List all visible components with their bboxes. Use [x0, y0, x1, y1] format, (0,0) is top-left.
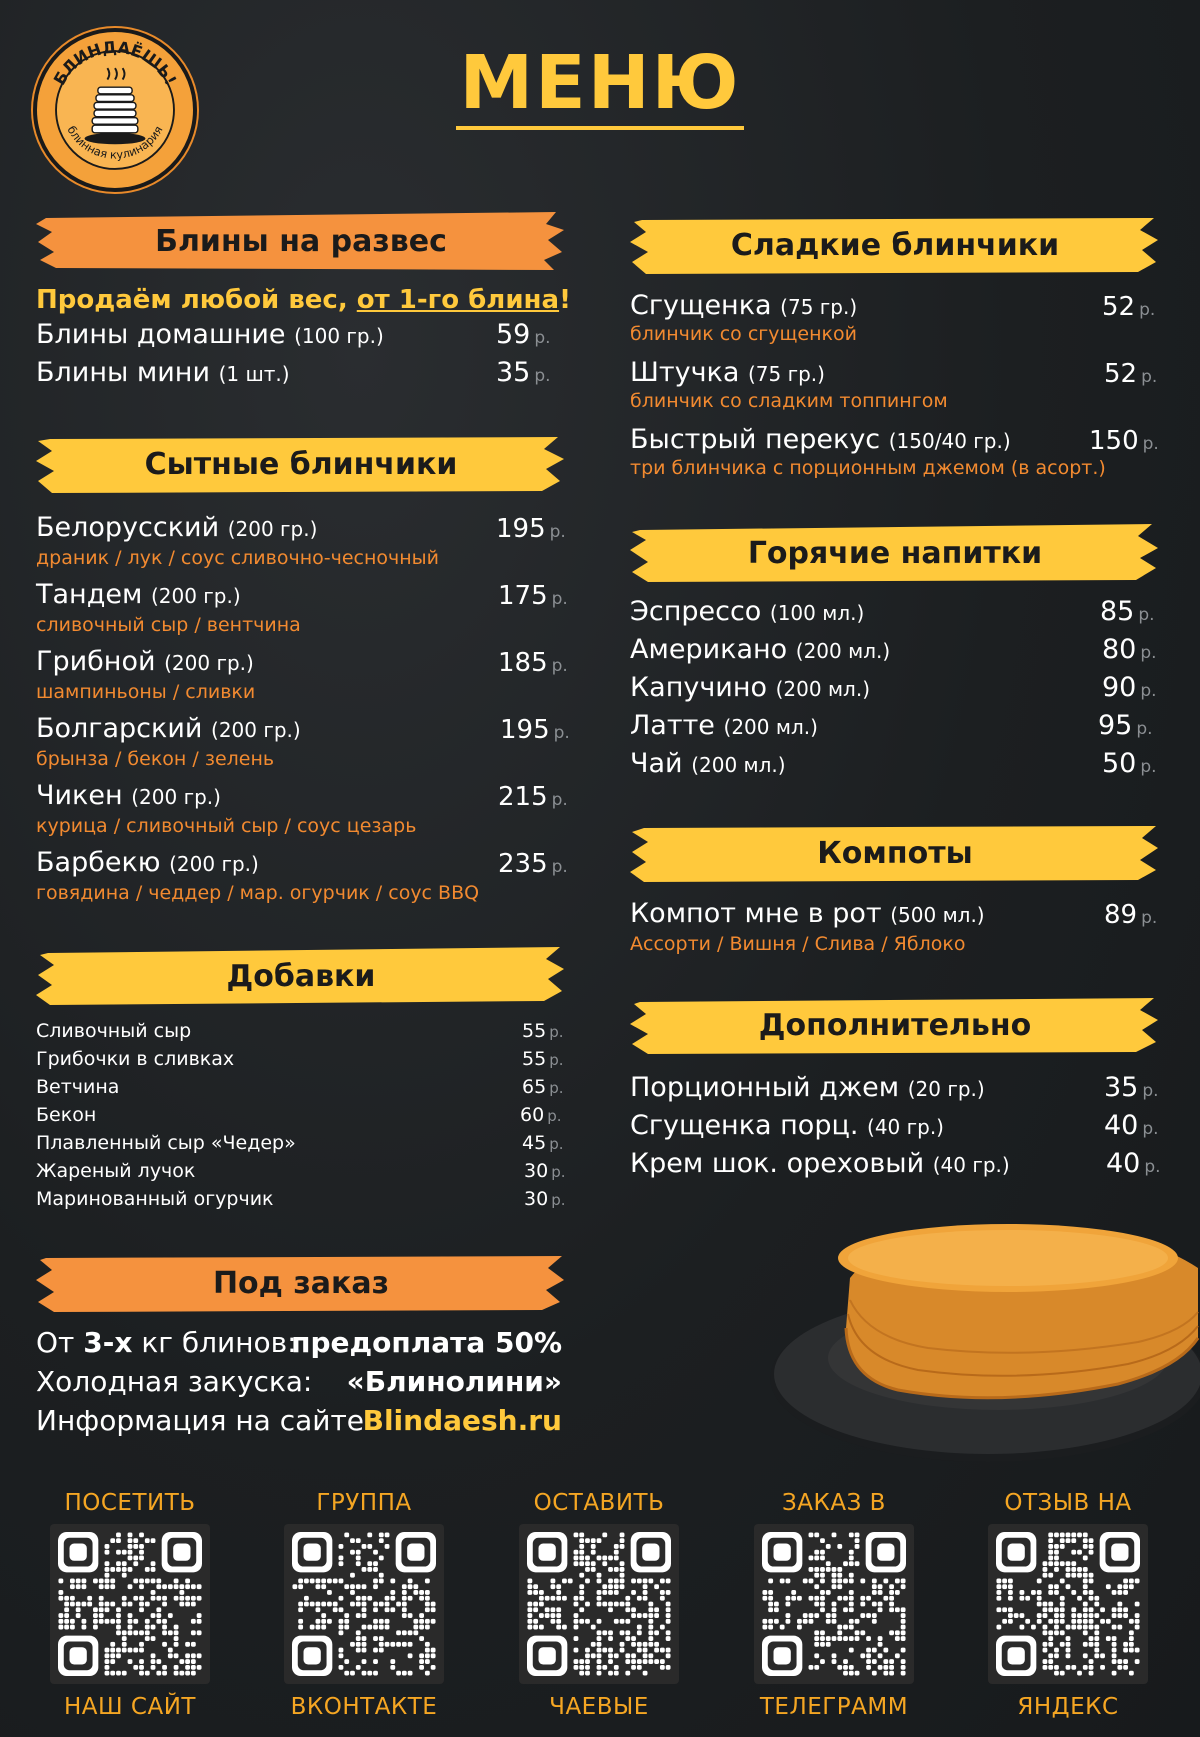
compote-section — [630, 898, 1160, 965]
addon-item: Маринованный огурчик 30 р. — [36, 1188, 566, 1210]
qr-caption-bottom: ЧАЕВЫЕ — [549, 1694, 649, 1720]
section-banner-extra — [630, 994, 1160, 1056]
menu-item: Белорусский (200 гр.) 195 р. драник / лук / соус сливочно-чесночный — [36, 512, 566, 569]
menu-item: Сгущенка порц. (40 гр.) 40 р. — [630, 1110, 1159, 1141]
menu-item: Компот мне в рот (500 мл.) 89 р. Ассорти / Вишня / Слива / Яблоко — [630, 898, 1158, 955]
savory-section — [36, 512, 570, 914]
menu-item: Блины мини (1 шт.) 35 р. — [36, 357, 551, 388]
section-banner-addons — [36, 945, 566, 1007]
section-title: Под заказ — [212, 1265, 390, 1301]
menu-item: Быстрый перекус (150/40 гр.) 150 р. три блинчика с порционным джемом (в асорт.) — [630, 424, 1159, 479]
qr-website[interactable] — [47, 1490, 213, 1720]
addon-item: Грибочки в сливках 55 р. — [36, 1048, 564, 1070]
menu-item: Чай (200 мл.) 50 р. — [630, 748, 1157, 779]
qr-tips[interactable] — [516, 1490, 682, 1720]
menu-item: Болгарский (200 гр.) 195 р. брынза / бекон / зелень — [36, 713, 570, 770]
promo-text: Продаём любой вес, от 1-го блина! — [36, 285, 571, 315]
qr-code-icon[interactable] — [50, 1524, 210, 1684]
qr-caption-top: ОТЗЫВ НА — [1004, 1490, 1132, 1516]
order-row: От 3-х кг блинов: предоплата 50% — [36, 1326, 562, 1359]
menu-item: Эспрессо (100 мл.) 85 р. — [630, 596, 1155, 627]
qr-caption-bottom: НАШ САЙТ — [64, 1694, 196, 1720]
addon-item: Ветчина 65 р. — [36, 1076, 564, 1098]
qr-caption-bottom: ЯНДЕКС — [1017, 1694, 1119, 1720]
section-banner-savory — [36, 433, 566, 495]
order-row: Информация на сайте: Blindaesh.ru — [36, 1404, 562, 1437]
weight-section — [36, 285, 571, 395]
menu-item: Блины домашние (100 гр.) 59 р. — [36, 319, 551, 350]
qr-code-icon[interactable] — [519, 1524, 679, 1684]
addon-item: Сливочный сыр 55 р. — [36, 1020, 564, 1042]
qr-caption-top: ПОСЕТИТЬ — [64, 1490, 196, 1516]
addon-item: Жареный лучок 30 р. — [36, 1160, 566, 1182]
extra-section — [630, 1072, 1160, 1186]
section-title: Сытные блинчики — [144, 446, 458, 482]
menu-item: Сгущенка (75 гр.) 52 р. блинчик со сгущенкой — [630, 290, 1156, 345]
section-title: Компоты — [817, 835, 973, 871]
qr-code-icon[interactable] — [754, 1524, 914, 1684]
order-section — [36, 1326, 562, 1443]
section-banner-hot — [630, 522, 1160, 584]
section-title: Блины на развес — [155, 223, 447, 259]
menu-item: Порционный джем (20 гр.) 35 р. — [630, 1072, 1159, 1103]
qr-yandex[interactable] — [985, 1490, 1151, 1720]
addons-section — [36, 1020, 576, 1216]
menu-item: Штучка (75 гр.) 52 р. блинчик со сладким топпингом — [630, 357, 1158, 412]
svg-text:блинная кулинария: блинная кулинария — [64, 123, 166, 162]
section-title: Сладкие блинчики — [730, 227, 1060, 263]
qr-caption-top: ОСТАВИТЬ — [533, 1490, 665, 1516]
section-title: Дополнительно — [758, 1007, 1032, 1043]
website-link[interactable]: Blindaesh.ru — [362, 1404, 562, 1437]
qr-caption-bottom: ТЕЛЕГРАММ — [759, 1694, 909, 1720]
section-banner-sweet — [630, 214, 1160, 276]
section-title: Добавки — [226, 958, 376, 994]
qr-caption-bottom: ВКОНТАКТЕ — [290, 1694, 438, 1720]
pancake-plate-image — [758, 1208, 1200, 1470]
section-title: Горячие напитки — [747, 535, 1043, 571]
menu-item: Крем шок. ореховый (40 гр.) 40 р. — [630, 1148, 1161, 1179]
menu-item: Капучино (200 мл.) 90 р. — [630, 672, 1157, 703]
hot-drinks-section — [630, 596, 1160, 786]
menu-item: Латте (200 мл.) 95 р. — [630, 710, 1153, 741]
menu-item: Тандем (200 гр.) 175 р. сливочный сыр / вентчина — [36, 579, 568, 636]
addon-item: Плавленный сыр «Чедер» 45 р. — [36, 1132, 564, 1154]
order-row: Холодная закуска: «Блинолини» — [36, 1365, 562, 1398]
sweet-section — [630, 290, 1160, 491]
section-banner-weight — [36, 210, 566, 272]
qr-code-icon[interactable] — [284, 1524, 444, 1684]
svg-text:БЛИНДАЁШЬ!: БЛИНДАЁШЬ! — [49, 37, 181, 89]
qr-caption-top: ЗАКАЗ В — [782, 1490, 886, 1516]
section-banner-compote — [630, 822, 1160, 884]
addon-item: Бекон 60 р. — [36, 1104, 562, 1126]
qr-telegram[interactable] — [751, 1490, 917, 1720]
qr-code-icon[interactable] — [988, 1524, 1148, 1684]
menu-item: Американо (200 мл.) 80 р. — [630, 634, 1157, 665]
page-title: МЕНЮ — [0, 40, 1200, 126]
qr-vk[interactable] — [281, 1490, 447, 1720]
menu-item: Чикен (200 гр.) 215 р. курица / сливочный сыр / соус цезарь — [36, 780, 568, 837]
section-banner-order — [36, 1252, 566, 1314]
menu-item: Барбекю (200 гр.) 235 р. говядина / чеддер / мар. огурчик / соус BBQ — [36, 847, 568, 904]
qr-caption-top: ГРУППА — [316, 1490, 412, 1516]
menu-item: Грибной (200 гр.) 185 р. шампиньоны / сливки — [36, 646, 568, 703]
